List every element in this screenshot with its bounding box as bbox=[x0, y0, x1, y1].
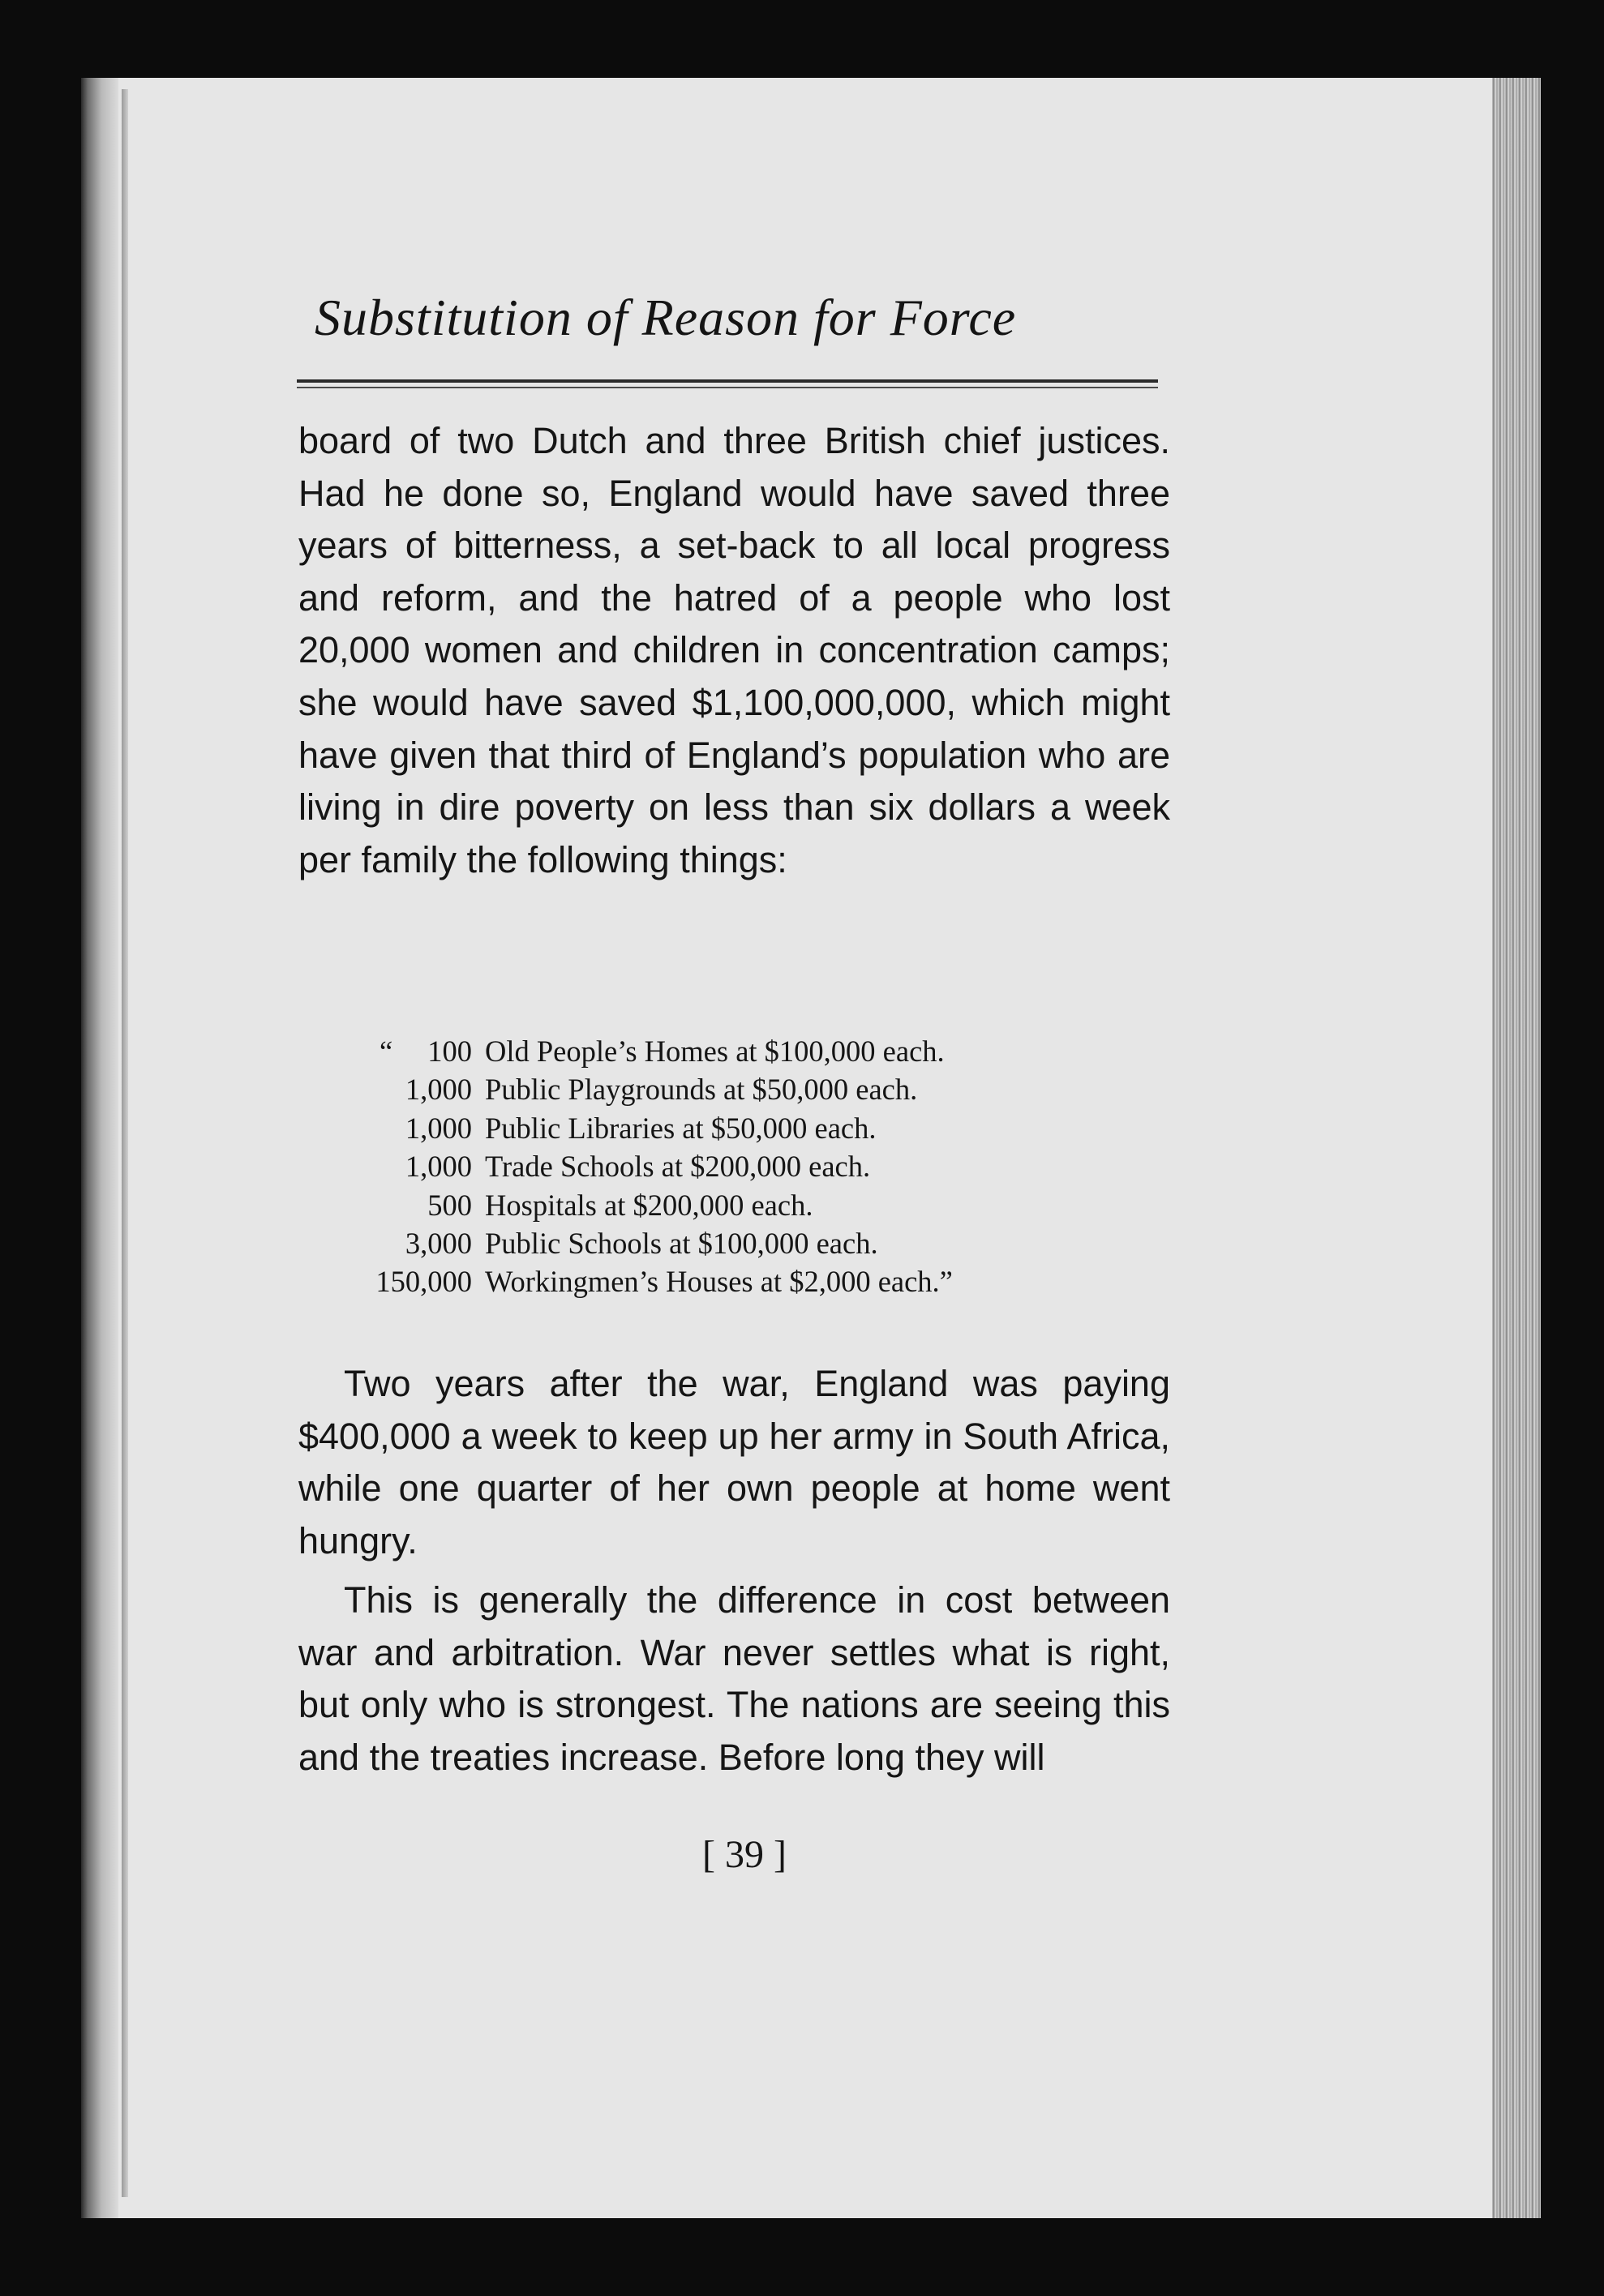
gutter-edge bbox=[122, 89, 128, 2197]
scan-border-top bbox=[0, 0, 1604, 78]
header-rule-thick bbox=[297, 379, 1158, 383]
opening-quote-mark: “ bbox=[380, 1034, 393, 1068]
scan-border-bottom bbox=[0, 2218, 1604, 2296]
book-spine-shadow bbox=[81, 78, 118, 2218]
page-number: [ 39 ] bbox=[702, 1833, 787, 1876]
list-item bbox=[339, 1186, 1158, 1224]
item-quantity: 3,000 bbox=[405, 1227, 472, 1261]
list-item bbox=[339, 1070, 1158, 1108]
item-quantity: 150,000 bbox=[375, 1265, 472, 1299]
item-description: Trade Schools at $200,000 each. bbox=[485, 1150, 871, 1184]
item-quantity: 500 bbox=[427, 1188, 472, 1222]
item-quantity: 100 bbox=[427, 1034, 472, 1068]
list-item bbox=[339, 1109, 1158, 1147]
paragraph-3: This is generally the difference in cost between war and arbitration. War never settles what is right, but only who is strongest. The nations are seeing this and the treaties increase. Before long they will bbox=[298, 1579, 1170, 1778]
list-item bbox=[339, 1224, 1158, 1262]
item-description: Public Playgrounds at $50,000 each. bbox=[485, 1073, 918, 1107]
quoted-expenditure-list bbox=[339, 1032, 1158, 1301]
item-quantity: 1,000 bbox=[405, 1111, 472, 1145]
item-description: Public Libraries at $50,000 each. bbox=[485, 1111, 877, 1145]
paragraph-1: board of two Dutch and three British chief justices. Had he done so, England would have saved three years of bitterness, a set-back to all local progress and reform, and the hatred of a people who lost 20,000 women and children in concentration camps; she would have saved $1,100,000,000, which might have given that third of England’s population who are living in dire poverty on less than six dollars a week per family the following things: bbox=[298, 420, 1170, 880]
running-head: Substitution of Reason for Force bbox=[315, 289, 1017, 346]
list-item bbox=[339, 1032, 1158, 1070]
list-item bbox=[339, 1262, 1158, 1300]
item-quantity: 1,000 bbox=[405, 1150, 472, 1184]
header-rule-thin bbox=[297, 387, 1158, 388]
item-description: Workingmen’s Houses at $2,000 each.” bbox=[485, 1265, 953, 1299]
paragraph-2: Two years after the war, England was paying $400,000 a week to keep up her army in South Africa, while one quarter of her own people at home went hungry. bbox=[298, 1363, 1170, 1561]
page-fore-edge bbox=[1492, 78, 1541, 2218]
scan-border-right bbox=[1541, 78, 1604, 2296]
item-description: Hospitals at $200,000 each. bbox=[485, 1188, 813, 1222]
item-description: Old People’s Homes at $100,000 each. bbox=[485, 1034, 945, 1068]
item-quantity: 1,000 bbox=[405, 1073, 472, 1107]
list-item bbox=[339, 1147, 1158, 1185]
item-description: Public Schools at $100,000 each. bbox=[485, 1227, 878, 1261]
